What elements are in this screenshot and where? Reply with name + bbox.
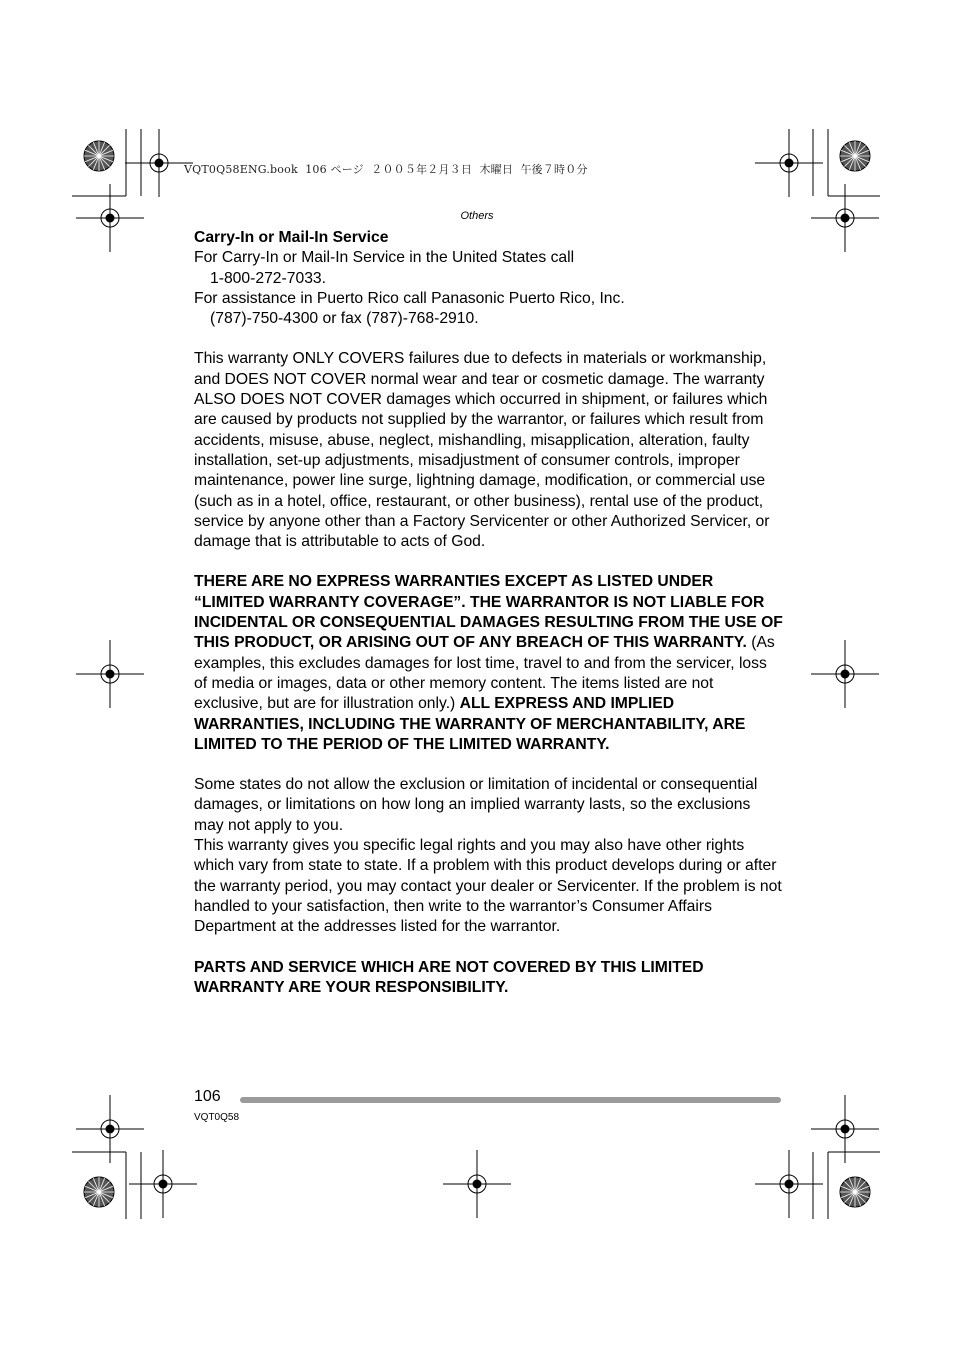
section-heading: Carry-In or Mail-In Service xyxy=(194,229,389,246)
express-warranties-examples: (As examples, this excludes damages for lost time, travel to and from the servicer, loss of media or images, data or other memory content. The items listed are not exclusive, but are for illustration only.) xyxy=(194,634,775,713)
printer-slug: VQT0Q58ENG.book 106 ページ ２００５年２月３日 木曜日 午後７時０分 xyxy=(184,163,588,176)
express-warranties-bold: THERE ARE NO EXPRESS WARRANTIES EXCEPT AS LISTED UNDER “LIMITED WARRANTY COVERAGE”. THE WARRANTOR IS NOT LIABLE FOR INCIDENTAL OR CONSEQUENTIAL DAMAGES RESULTING FROM THE USE OF THIS PRODUCT, OR ARISING OUT OF ANY BREACH OF THIS WARRANTY. xyxy=(194,573,783,652)
rights-paragraph: This warranty gives you specific legal rights and you may also have other rights which vary from state to state. If a problem with this product develops during or after the warranty period, you may contact your dealer or Servicenter. If the problem is not handled to your satisfaction, then write to the warrantor’s Consumer Affairs Department at the addresses listed for the warrantor. xyxy=(194,837,782,936)
footer-rule xyxy=(240,1097,781,1103)
us-phone: 1-800-272-7033. xyxy=(210,269,327,287)
corner-mark-top-right xyxy=(813,129,880,196)
carry-in-line: For Carry-In or Mail-In Service in the United States call xyxy=(194,249,575,267)
section-header: Others xyxy=(460,210,494,222)
puerto-rico-line: For assistance in Puerto Rico call Panasonic Puerto Rico, Inc. xyxy=(194,289,625,307)
puerto-rico-phone-fax: (787)-750-4300 or fax (787)-768-2910. xyxy=(210,310,479,328)
corner-mark-bottom-right xyxy=(813,1152,880,1219)
warranty-text xyxy=(194,228,784,998)
implied-warranties-bold: ALL EXPRESS AND IMPLIED WARRANTIES, INCLUDING THE WARRANTY OF MERCHANTABILITY, ARE LIMITED TO THE PERIOD OF THE LIMITED WARRANTY. xyxy=(194,695,746,753)
page-number: 106 xyxy=(194,1088,221,1105)
coverage-paragraph: This warranty ONLY COVERS failures due to defects in materials or workmanship, and DOES NOT COVER normal wear and tear or cosmetic damage. The warranty ALSO DOES NOT COVER damages which occurred in shipment, or failures which are caused by products not supplied by the warrantor, or failures which result from accidents, misuse, abuse, neglect, mishandling, misapplication, alteration, faulty installation, set-up adjustments, misadjustment of consumer controls, improper maintenance, power line surge, lightning damage, modification, or commercial use (such as in a hotel, office, restaurant, or other business), rental use of the product, service by anyone other than a Factory Servicenter or other Authorized Servicer, or damage that is attributable to acts of God. xyxy=(194,350,770,551)
corner-mark-bottom-left xyxy=(72,1152,141,1219)
parts-service-paragraph: PARTS AND SERVICE WHICH ARE NOT COVERED BY THIS LIMITED WARRANTY ARE YOUR RESPONSIBILITY. xyxy=(194,958,704,996)
states-paragraph: Some states do not allow the exclusion or limitation of incidental or consequential damages, or limitations on how long an implied warranty lasts, so the exclusions may not apply to you. xyxy=(194,776,758,834)
express-warranties-paragraph xyxy=(194,572,784,755)
document-code: VQT0Q58 xyxy=(194,1112,240,1123)
